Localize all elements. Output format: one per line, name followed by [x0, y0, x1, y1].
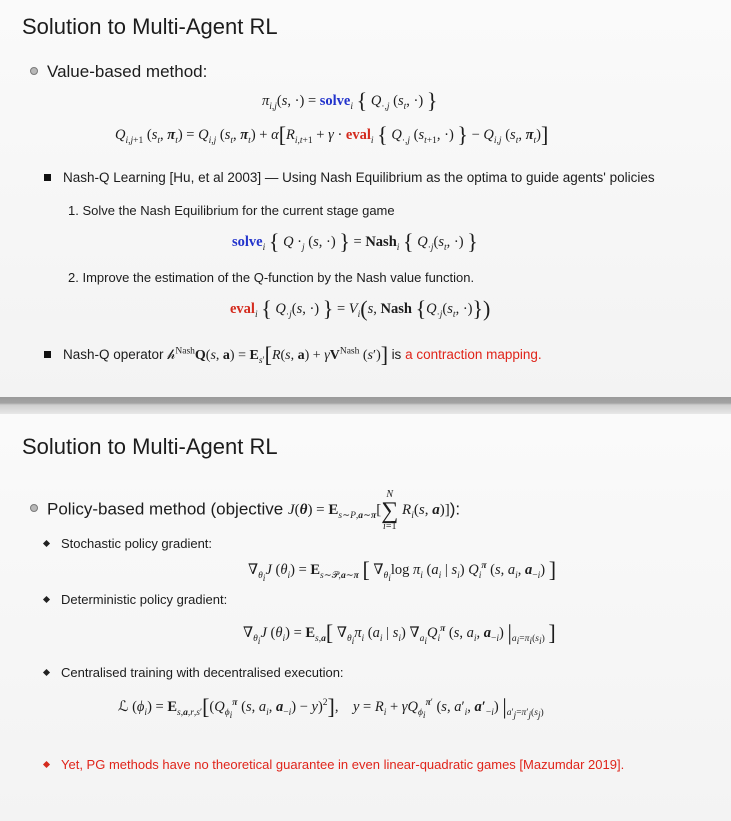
- item-stochastic-pg: Stochastic policy gradient:: [44, 536, 212, 551]
- bullet-dot-icon: [30, 67, 38, 75]
- equation-q-update: $Q_{i,j+1}$ ($s_t$, $\pi_t) = Q_{i,j}$ ($s_t$, $\pi_t) + \alpha[R_{i,t+1} + \gamma$ · eval$_i$ { $Q_{\cdot,j}$ ($s_{t+1}$, ·) } − $Q_{i,j}$ ($s_t$, $\pi_t$)]: [115, 122, 549, 147]
- slide-value-based: [0, 0, 731, 397]
- square-bullet-icon: [44, 351, 51, 358]
- operator-formula: 𝒽$^{Nash}$Q(s, $a) = E_{s'}[R(s$, $a) + \gamma V^{Nash}$ (s′)]: [167, 342, 389, 367]
- equation-policy-solve: $\pi_{i,j}(s$, ·) = solve$_i$ { $Q_{\cdot,j}$ ($s_t$, ·) }: [262, 88, 438, 113]
- diamond-bullet-icon: [43, 596, 50, 603]
- bullet-value-based: Value-based method:: [30, 62, 207, 82]
- step-improve-q: 2. Improve the estimation of the Q-function by the Nash value function.: [68, 270, 475, 285]
- equation-centralised-loss: ℒ $(\phi_i) = E_{s,a,r,s'}[(Q_{\phi_i}^\pi$ (s, $a_i$, $a_{-i}) - y)^2$], $y = R_i + \gamma Q_{\phi_i}^{\pi'}$ (s, $a'_i$, $a'_{-i}$) $|_{a'_j=\pi'_j(s_j)}$: [118, 694, 544, 721]
- diamond-bullet-icon: [43, 669, 50, 676]
- square-bullet-icon: [44, 174, 51, 181]
- slide-title: Solution to Multi-Agent RL: [22, 434, 278, 459]
- item-conclusion: Yet, PG methods have no theoretical guarantee in even linear-quadratic games [Mazumdar 2019].: [44, 757, 624, 772]
- diamond-bullet-icon: [43, 761, 50, 768]
- item-deterministic-pg: Deterministic policy gradient:: [44, 592, 227, 607]
- equation-eval-value: eval$_i$ { $Q_{\cdot j}(s$, ·) } = $V_i(s$, Nash {$Q_{\cdot j}(s_t$, ·)}): [230, 296, 491, 321]
- slide-title: Solution to Multi-Agent RL: [22, 14, 278, 39]
- step-solve-equilibrium: 1. Solve the Nash Equilibrium for the current stage game: [68, 203, 395, 218]
- equation-stochastic-pg: $\nabla_{\theta_i}J$ $(\theta_i) = E_{s\sim 𝒫,a\sim\pi}$ [ $\nabla_{\theta_i}\log$ $\pi_i$ ($a_i$ | $s_i$) $Q_i^\pi$ (s, $a_i$, $a_{-i}$) ]: [248, 557, 557, 584]
- item-nash-q-learning: Nash-Q Learning [Hu, et al 2003] — Using Nash Equilibrium as the optima to guide agents' policies: [44, 170, 655, 185]
- item-centralised-training: Centralised training with decentralised execution:: [44, 665, 344, 680]
- equation-solve-nash: solve$_i$ { $Q \cdot_j$ (s, ·) } = Nash$_i$ { $Q_{\cdot j}(s_t$, ·) }: [232, 229, 478, 254]
- item-nash-q-operator: Nash-Q operator 𝒽$^{Nash}$Q(s, $a) = E_{s'}[R(s$, $a) + \gamma V^{Nash}$ (s′)] is a contraction mapping.: [44, 342, 542, 368]
- equation-deterministic-pg: $\nabla_{\theta_i}J$ $(\theta_i) = E_{s,a}$[ $\nabla_{\theta_i}\pi_i$ ($a_i$ | $s_i$) $\nabla_{a_i}Q_i^\pi$ (s, $a_i$, $a_{-i}$) $|_{a_i=\pi_i(s_i)}$ ]: [243, 620, 556, 647]
- bullet-policy-based: Policy-based method (objective $J(\theta) = E_{s\sim P,a\sim\pi}[N$ ∑ i=1 $R_i(s$, a)]):: [30, 490, 460, 532]
- diamond-bullet-icon: [43, 540, 50, 547]
- slide-divider: [0, 397, 731, 414]
- bullet-dot-icon: [30, 504, 38, 512]
- objective-formula: $J(\theta) = E_{s\sim P,a\sim\pi}[N$ ∑ i=1 $R_i(s$, a)]: [287, 489, 450, 532]
- slide-policy-based: [0, 414, 731, 821]
